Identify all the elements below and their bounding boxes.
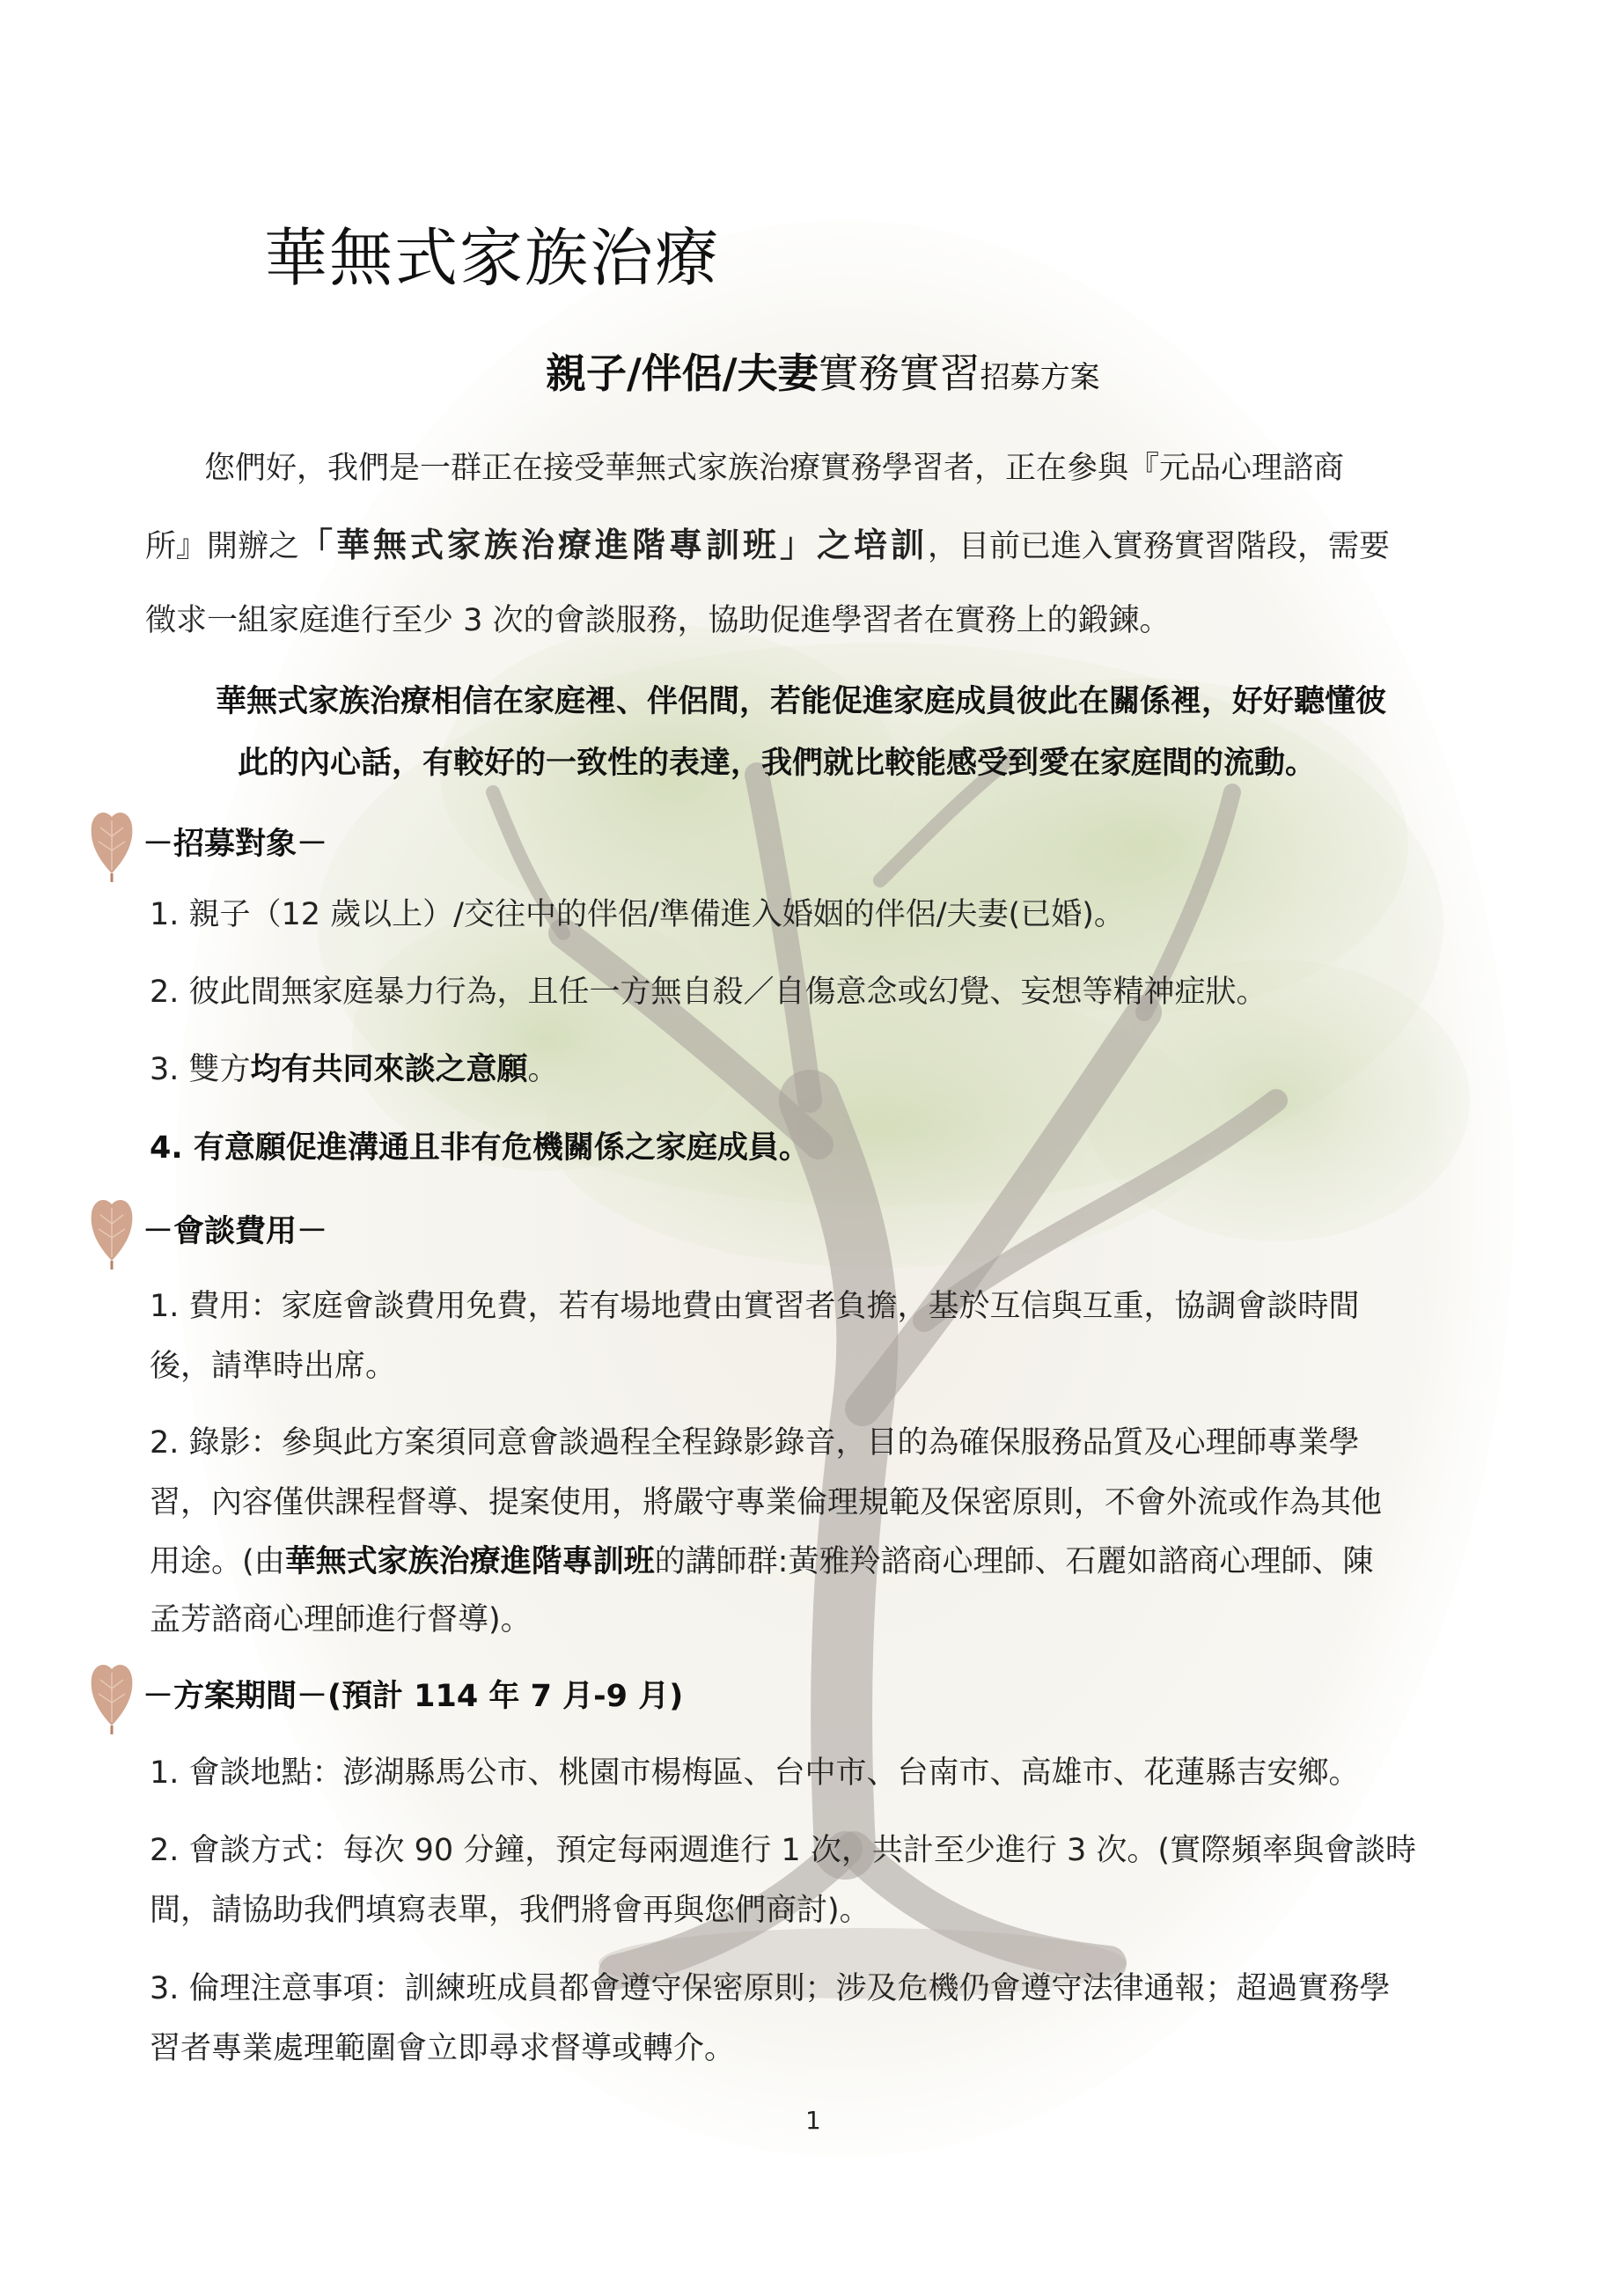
fee-item-2-line-4: 孟芳諮商心理師進行督導)。 xyxy=(150,1602,532,1637)
section-recruit-target xyxy=(86,801,327,882)
leaf-icon xyxy=(86,1653,137,1734)
section-program-period xyxy=(86,1653,683,1734)
fee-item-2-line-3-suffix: 的講師群:黃雅羚諮商心理師、石麗如諮商心理師、陳 xyxy=(654,1544,1374,1579)
subtitle-recruit: 招募方案 xyxy=(980,360,1100,395)
section-title: －會談費用－ xyxy=(143,1214,328,1249)
period-item-2-line-2: 間，請協助我們填寫表單，我們將會再與您們商討)。 xyxy=(150,1893,870,1928)
recruit-item-1: 1. 親子（12 歲以上）/交往中的伴侶/準備進入婚姻的伴侶/夫妻(已婚)。 xyxy=(150,897,1125,932)
fee-item-2-line-2: 習，內容僅供課程督導、提案使用，將嚴守專業倫理規範及保密原則，不會外流或作為其他 xyxy=(150,1485,1383,1520)
period-item-3-line-1: 3. 倫理注意事項：訓練班成員都會遵守保密原則；涉及危機仍會遵守法律通報；超過實務學 xyxy=(150,1971,1391,2006)
subtitle-target: 親子/伴侶/夫妻 xyxy=(546,350,819,397)
fee-item-2-line-1: 2. 錄影：參與此方案須同意會談過程全程錄影錄音，目的為確保服務品質及心理師專業學 xyxy=(150,1425,1360,1461)
belief-line-1: 華無式家族治療相信在家庭裡、伴侶間，若能促進家庭成員彼此在關係裡，好好聽懂彼 xyxy=(216,684,1387,719)
fee-item-2-line-3-prefix: 用途。(由 xyxy=(150,1544,285,1579)
recruit-item-2: 2. 彼此間無家庭暴力行為，且任一方無自殺／自傷意念或幻覺、妄想等精神症狀。 xyxy=(150,975,1267,1010)
intro-line-2 xyxy=(145,525,1391,564)
page-number: 1 xyxy=(805,2106,821,2135)
period-item-2-line-1: 2. 會談方式：每次 90 分鐘，預定每兩週進行 1 次，共計至少進行 3 次。(實際頻率與會談時 xyxy=(150,1833,1417,1868)
intro-training-name: 「華無式家族治療進階專訓班」之培訓 xyxy=(299,525,929,564)
subtitle-practice: 實務實習 xyxy=(818,350,980,397)
leaf-icon xyxy=(86,1188,137,1269)
recruit-item-3-bold: 均有共同來談之意願 xyxy=(250,1052,528,1087)
section-title: －方案期間－(預計 114 年 7 月-9 月) xyxy=(143,1679,684,1714)
period-item-3-line-2: 習者專業處理範圍會立即尋求督導或轉介。 xyxy=(150,2031,736,2066)
section-title: －招募對象－ xyxy=(143,827,328,862)
recruit-item-4: 4. 有意願促進溝通且非有危機關係之家庭成員。 xyxy=(150,1130,810,1166)
recruit-item-3-suffix: 。 xyxy=(527,1052,559,1087)
leaf-icon xyxy=(86,801,137,882)
intro-line-3: 徵求一組家庭進行至少 3 次的會談服務，協助促進學習者在實務上的鍛鍊。 xyxy=(145,603,1171,638)
intro-line-2-prefix: 所』開辦之 xyxy=(145,529,300,564)
subtitle xyxy=(546,342,1100,400)
intro-line-2-suffix: ，目前已進入實務實習階段，需要 xyxy=(928,529,1391,564)
fee-item-1-line-1: 1. 費用：家庭會談費用免費，若有場地費由實習者負擔，基於互信與互重，協調會談時間 xyxy=(150,1289,1360,1324)
fee-item-1-line-2: 後，請準時出席。 xyxy=(150,1349,397,1384)
fee-item-2-program: 華無式家族治療進階專訓班 xyxy=(284,1544,655,1579)
intro-line-1: 您們好，我們是一群正在接受華無式家族治療實務學習者，正在參與『元品心理諮商 xyxy=(204,451,1345,486)
recruit-item-3-prefix: 3. 雙方 xyxy=(150,1052,251,1087)
belief-line-2: 此的內心話，有較好的一致性的表達，我們就比較能感受到愛在家庭間的流動。 xyxy=(238,746,1317,781)
page-title: 華無式家族治療 xyxy=(264,221,721,295)
recruit-item-3 xyxy=(150,1052,559,1087)
section-fees xyxy=(86,1188,327,1269)
fee-item-2-line-3 xyxy=(150,1544,1374,1579)
period-item-1: 1. 會談地點：澎湖縣馬公市、桃園市楊梅區、台中市、台南市、高雄市、花蓮縣吉安鄉。 xyxy=(150,1755,1360,1791)
